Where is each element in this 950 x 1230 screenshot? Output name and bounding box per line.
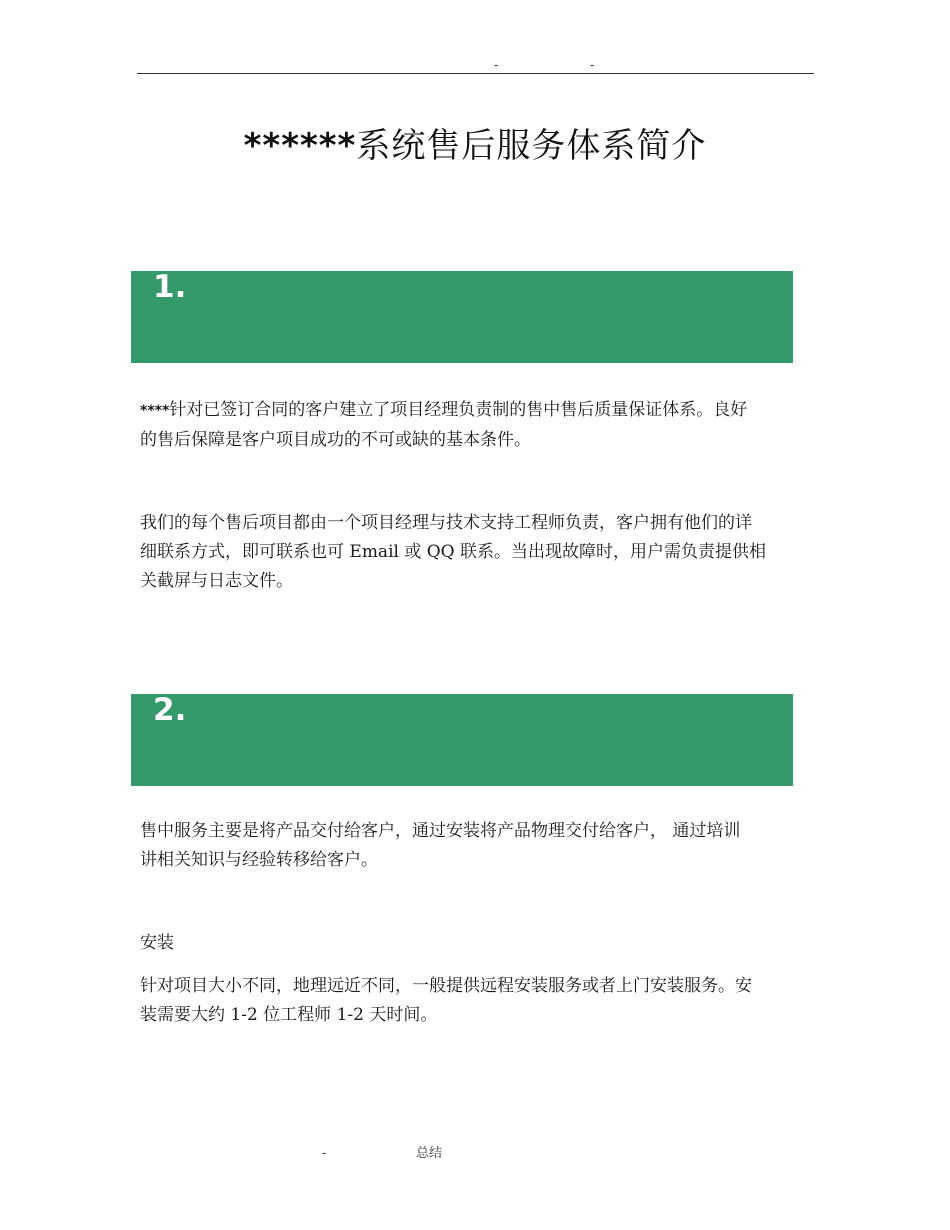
- section-1-paragraph-2: 我们的每个售后项目都由一个项目经理与技术支持工程师负责，客户拥有他们的详 细联系方式，即可联系也可 Email 或 QQ 联系。当出现故障时，用户需负责提供相 关截屏与日志文件。: [140, 513, 767, 591]
- section-2-number: 2.: [153, 692, 187, 728]
- section-2-banner: [131, 694, 793, 786]
- section-2-paragraph-2: 针对项目大小不同，地理远近不同，一般提供远程安装服务或者上门安装服务。安 装需要大约 1-2 位工程师 1-2 天时间。: [140, 976, 752, 1025]
- section-2-subheading-install: 安装: [140, 933, 174, 953]
- section-2-paragraph-1: 售中服务主要是将产品交付给客户，通过安装将产品物理交付给客户， 通过培训 讲相关知识与经验转移给客户。: [140, 821, 741, 870]
- header-dash-right: -: [590, 58, 595, 72]
- footer-summary: 总结: [416, 1146, 443, 1161]
- section-1-paragraph-1: [140, 396, 820, 455]
- masked-company-name: ****: [140, 403, 170, 419]
- footer-dash: -: [322, 1146, 327, 1160]
- title-masked-name: ******: [243, 126, 357, 166]
- section-1-number: 1.: [153, 269, 187, 305]
- document-title: [0, 118, 950, 167]
- section-1-paragraph-1-text: 针对已签订合同的客户建立了项目经理负责制的售中售后质量保证体系。良好 的售后保障是客户项目成功的不可或缺的基本条件。: [140, 400, 748, 450]
- header-rule: [137, 73, 814, 74]
- title-text: 系统售后服务体系简介: [356, 126, 707, 166]
- section-1-banner: [131, 271, 793, 363]
- header-dash-left: -: [494, 58, 499, 72]
